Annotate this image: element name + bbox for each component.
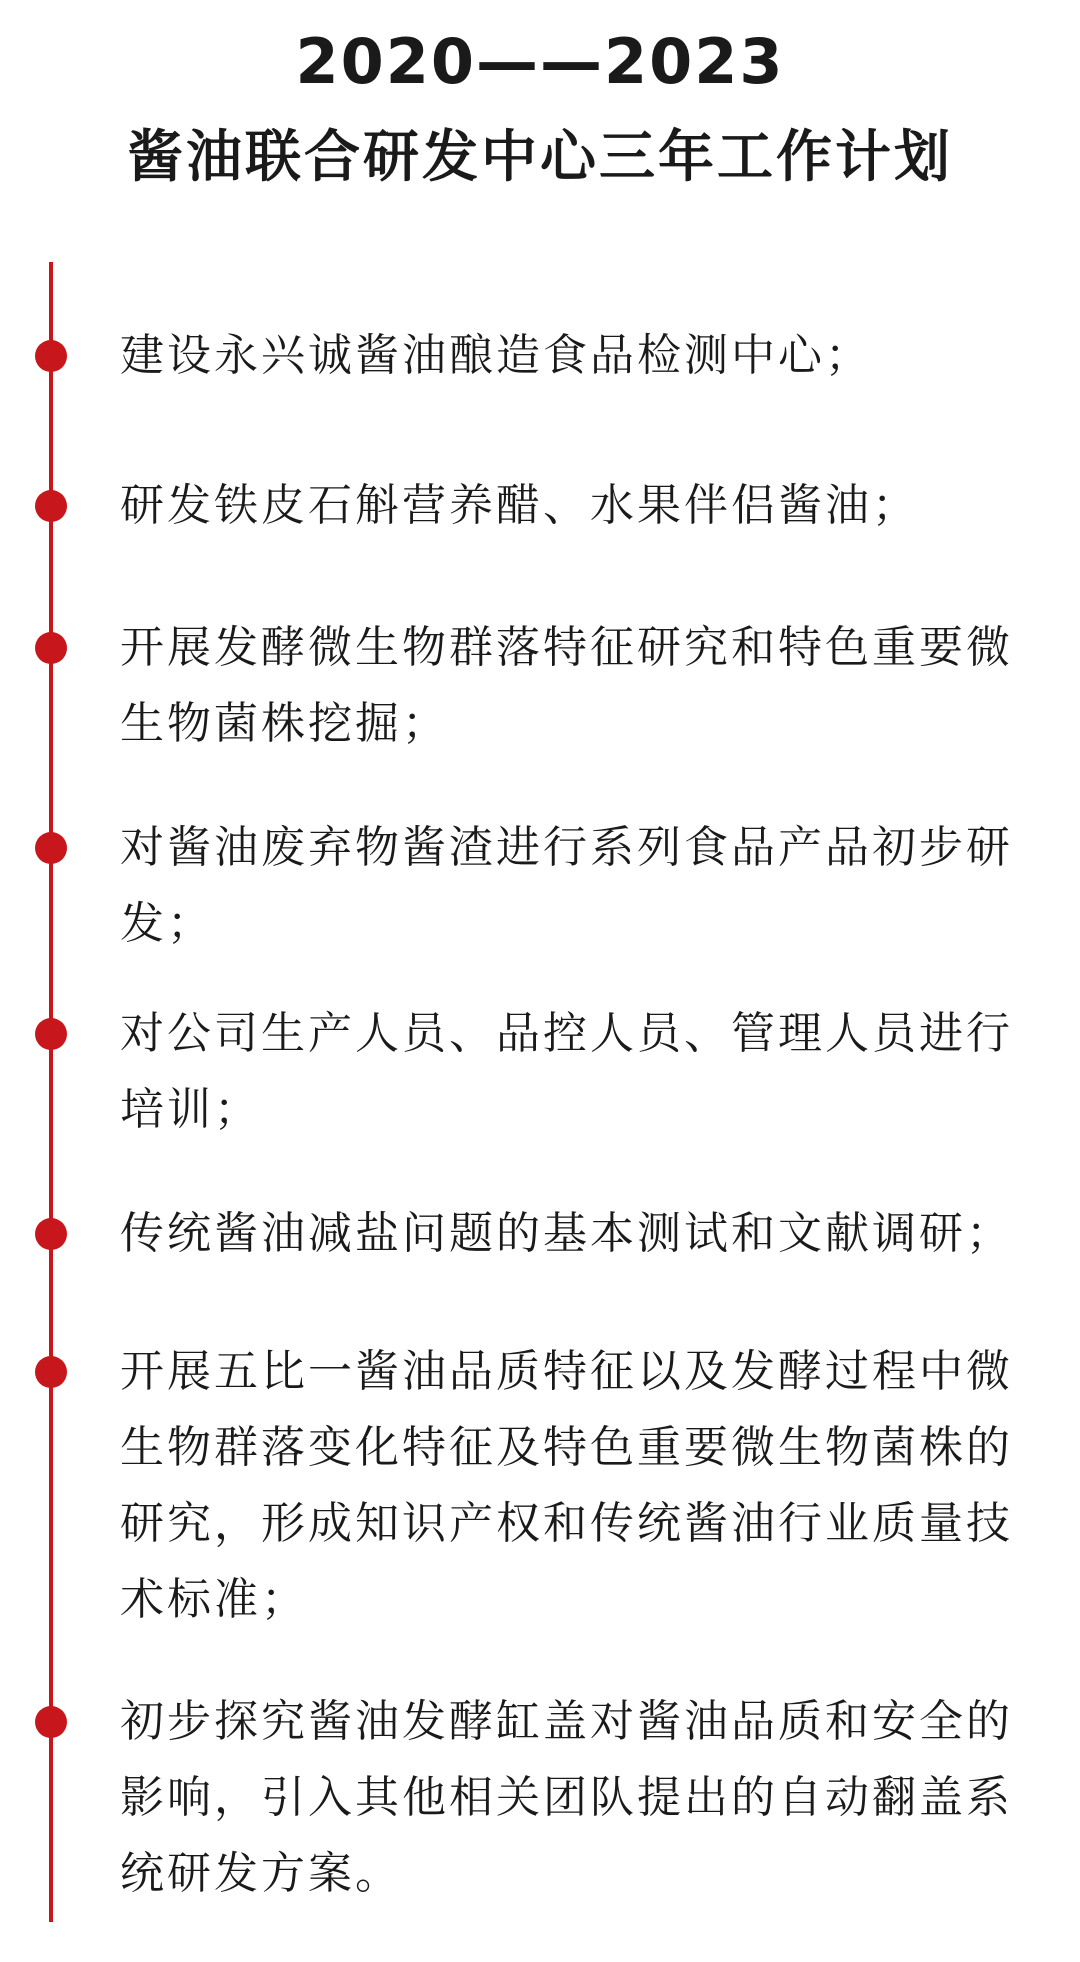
timeline-item-text: 对公司生产人员、品控人员、管理人员进行培训； (120, 1008, 1013, 1135)
timeline-dot-icon (35, 1018, 67, 1050)
title-years: 2020——2023 (295, 25, 785, 98)
timeline-dot-icon (35, 632, 67, 664)
timeline-item-text: 研发铁皮石斛营养醋、水果伴侣酱油； (120, 480, 919, 531)
timeline-item-text: 建设永兴诚酱油酿造食品检测中心； (120, 330, 872, 381)
timeline-item-text: 传统酱油减盐问题的基本测试和文献调研； (120, 1208, 1013, 1259)
page-title: 酱油联合研发中心三年工作计划 (127, 125, 953, 190)
timeline-dot-icon (35, 340, 67, 372)
timeline-item-text: 开展五比一酱油品质特征以及发酵过程中微生物群落变化特征及特色重要微生物菌株的研究，形成知识产权和传统酱油行业质量技术标准； (120, 1346, 1013, 1625)
timeline-dot-icon (35, 1218, 67, 1250)
timeline-dot-icon (35, 832, 67, 864)
timeline-dot-icon (35, 1356, 67, 1388)
timeline-dot-icon (35, 490, 67, 522)
timeline-item-text: 对酱油废弃物酱渣进行系列食品产品初步研发； (120, 822, 1013, 949)
timeline-item-text: 初步探究酱油发酵缸盖对酱油品质和安全的影响，引入其他相关团队提出的自动翻盖系统研发方案。 (120, 1696, 1013, 1899)
timeline-dot-icon (35, 1706, 67, 1738)
timeline-item-text: 开展发酵微生物群落特征研究和特色重要微生物菌株挖掘； (120, 622, 1013, 749)
